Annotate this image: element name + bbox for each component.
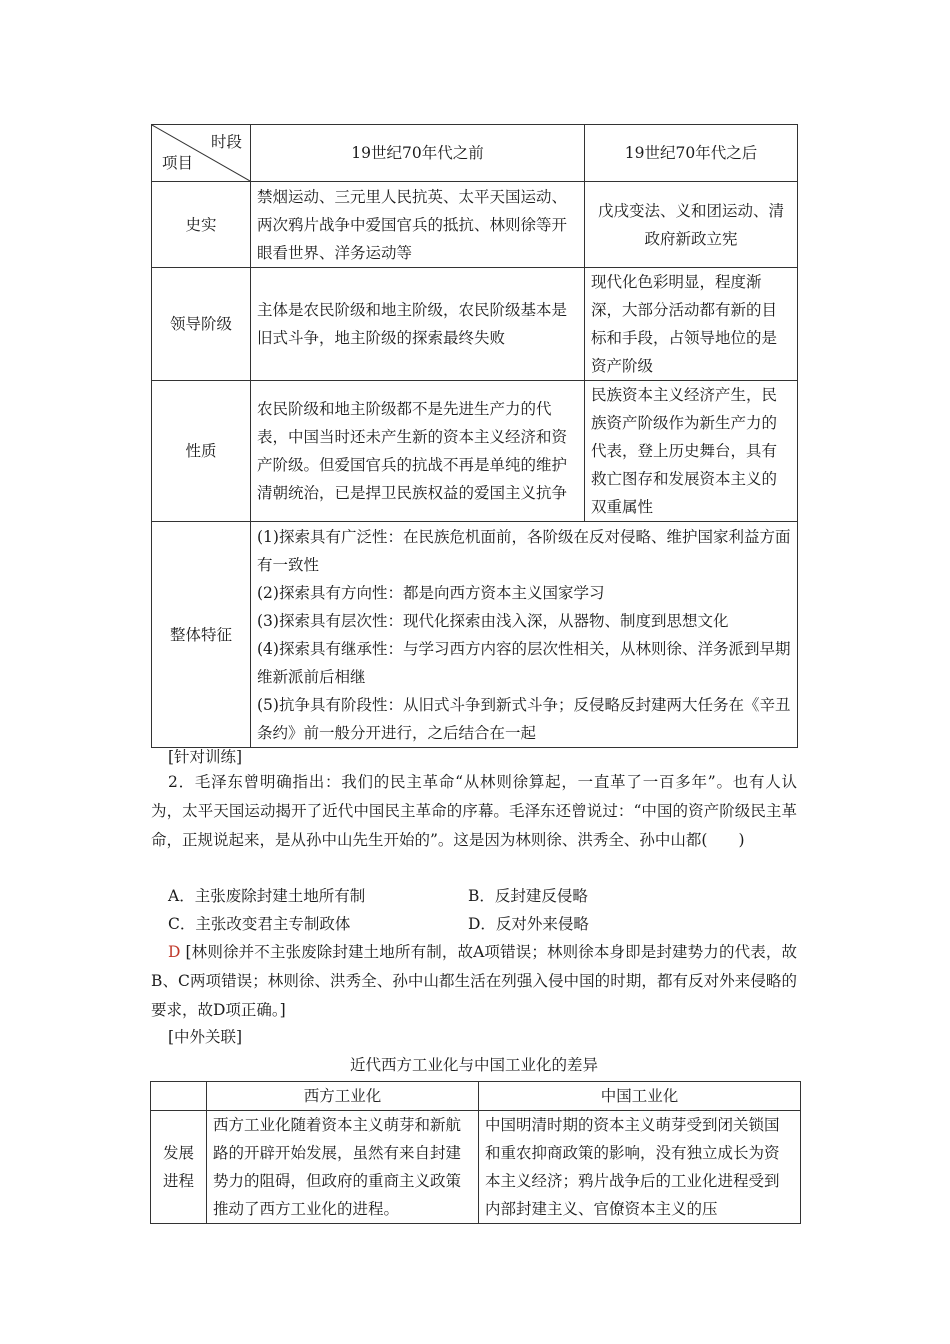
- empty-header-cell: [151, 1082, 207, 1111]
- cell-west: 西方工业化随着资本主义萌芽和新航路的开辟开始发展，虽然有来自封建势力的阻碍，但政府的重商主义政策推动了西方工业化的进程。: [207, 1111, 479, 1224]
- row-label: 领导阶级: [152, 268, 251, 381]
- table-row: [152, 381, 798, 522]
- cell-after: 民族资本主义经济产生，民族资产阶级作为新生产力的代表，登上历史舞台，具有救亡图存和发展资本主义的双重属性: [585, 381, 798, 522]
- row-label: 整体特征: [152, 522, 251, 748]
- feature-item: (1)探索具有广泛性：在民族危机面前，各阶级在反对侵略、维护国家利益方面有一致性: [257, 527, 791, 574]
- row-label: 性质: [152, 381, 251, 522]
- overall-features-cell: [251, 522, 798, 748]
- cell-before: 禁烟运动、三元里人民抗英、太平天国运动、两次鸦片战争中爱国官兵的抵抗、林则徐等开眼看世界、洋务运动等: [251, 182, 585, 268]
- table-caption: 近代西方工业化与中国工业化的差异: [349, 1056, 598, 1074]
- question-text: [151, 768, 797, 855]
- table-header-row: [152, 125, 798, 182]
- feature-item: (4)探索具有继承性：与学习西方内容的层次性相关，从林则徐、洋务派到早期维新派前后相继: [257, 639, 791, 686]
- feature-item: (5)抗争具有阶段性：从旧式斗争到新式斗争；反侵略反封建两大任务在《辛丑条约》前一般分开进行，之后结合在一起: [257, 695, 791, 742]
- answer-letter: D: [168, 943, 181, 961]
- table-row: [151, 1111, 801, 1224]
- options-list: [168, 882, 797, 938]
- question-body: 2．毛泽东曾明确指出：我们的民主革命“从林则徐算起，一直革了一百多年”。也有人认为，太平天国运动揭开了近代中国民主革命的序幕。毛泽东还曾说过：“中国的资产阶级民主革命，正规说起来，是从孙中山先生开始的”。这是因为林则徐、洪秀全、孙中山都( ): [151, 773, 797, 849]
- option-d: D．反对外来侵略: [468, 915, 589, 933]
- answer-text: [林则徐并不主张废除封建土地所有制，故A项错误；林则徐本身即是封建势力的代表，故B、C两项错误；林则徐、洪秀全、孙中山都生活在列强入侵中国的时期，都有反对外来侵略的要求，故D项正确。]: [151, 943, 797, 1019]
- cell-before: 农民阶级和地主阶级都不是先进生产力的代表，中国当时还未产生新的资本主义经济和资产阶级。但爱国官兵的抗战不再是单纯的维护清朝统治，已是捍卫民族权益的爱国主义抗争: [251, 381, 585, 522]
- relation-tag: [中外关联]: [168, 1028, 243, 1046]
- answer-explanation: [151, 938, 797, 1025]
- table-row: [152, 268, 798, 381]
- col-header-after: 19世纪70年代之后: [585, 125, 798, 182]
- option-b: B．反封建反侵略: [468, 887, 588, 905]
- col-header-china: 中国工业化: [479, 1082, 801, 1111]
- row-label: 史实: [152, 182, 251, 268]
- table-row: [152, 182, 798, 268]
- industrialization-table: [150, 1081, 801, 1224]
- corner-bottom-label: 项目: [162, 154, 194, 172]
- cell-after: 戊戌变法、义和团运动、清政府新政立宪: [585, 182, 798, 268]
- row-label: 发展进程: [151, 1111, 207, 1224]
- corner-top-label: 时段: [210, 133, 242, 151]
- col-header-before: 19世纪70年代之前: [251, 125, 585, 182]
- option-a: A．主张废除封建土地所有制: [168, 887, 366, 905]
- feature-item: (3)探索具有层次性：现代化探索由浅入深，从器物、制度到思想文化: [257, 611, 729, 630]
- cell-after: 现代化色彩明显，程度渐深，大部分活动都有新的目标和手段，占领导地位的是资产阶级: [585, 268, 798, 381]
- diagonal-header-cell: [152, 125, 251, 182]
- cell-china: 中国明清时期的资本主义萌芽受到闭关锁国和重农抑商政策的影响，没有独立成长为资本主义经济；鸦片战争后的工业化进程受到内部封建主义、官僚资本主义的压: [479, 1111, 801, 1224]
- cell-before: 主体是农民阶级和地主阶级，农民阶级基本是旧式斗争，地主阶级的探索最终失败: [251, 268, 585, 381]
- practice-tag: [针对训练]: [168, 748, 243, 766]
- feature-item: (2)探索具有方向性：都是向西方资本主义国家学习: [257, 583, 605, 602]
- option-c: C．主张改变君主专制政体: [168, 915, 351, 933]
- col-header-west: 西方工业化: [207, 1082, 479, 1111]
- options-row: [168, 882, 797, 910]
- options-row: [168, 910, 797, 938]
- comparison-table: [151, 124, 798, 748]
- table-row-overall: [152, 522, 798, 748]
- table-header-row: [151, 1082, 801, 1111]
